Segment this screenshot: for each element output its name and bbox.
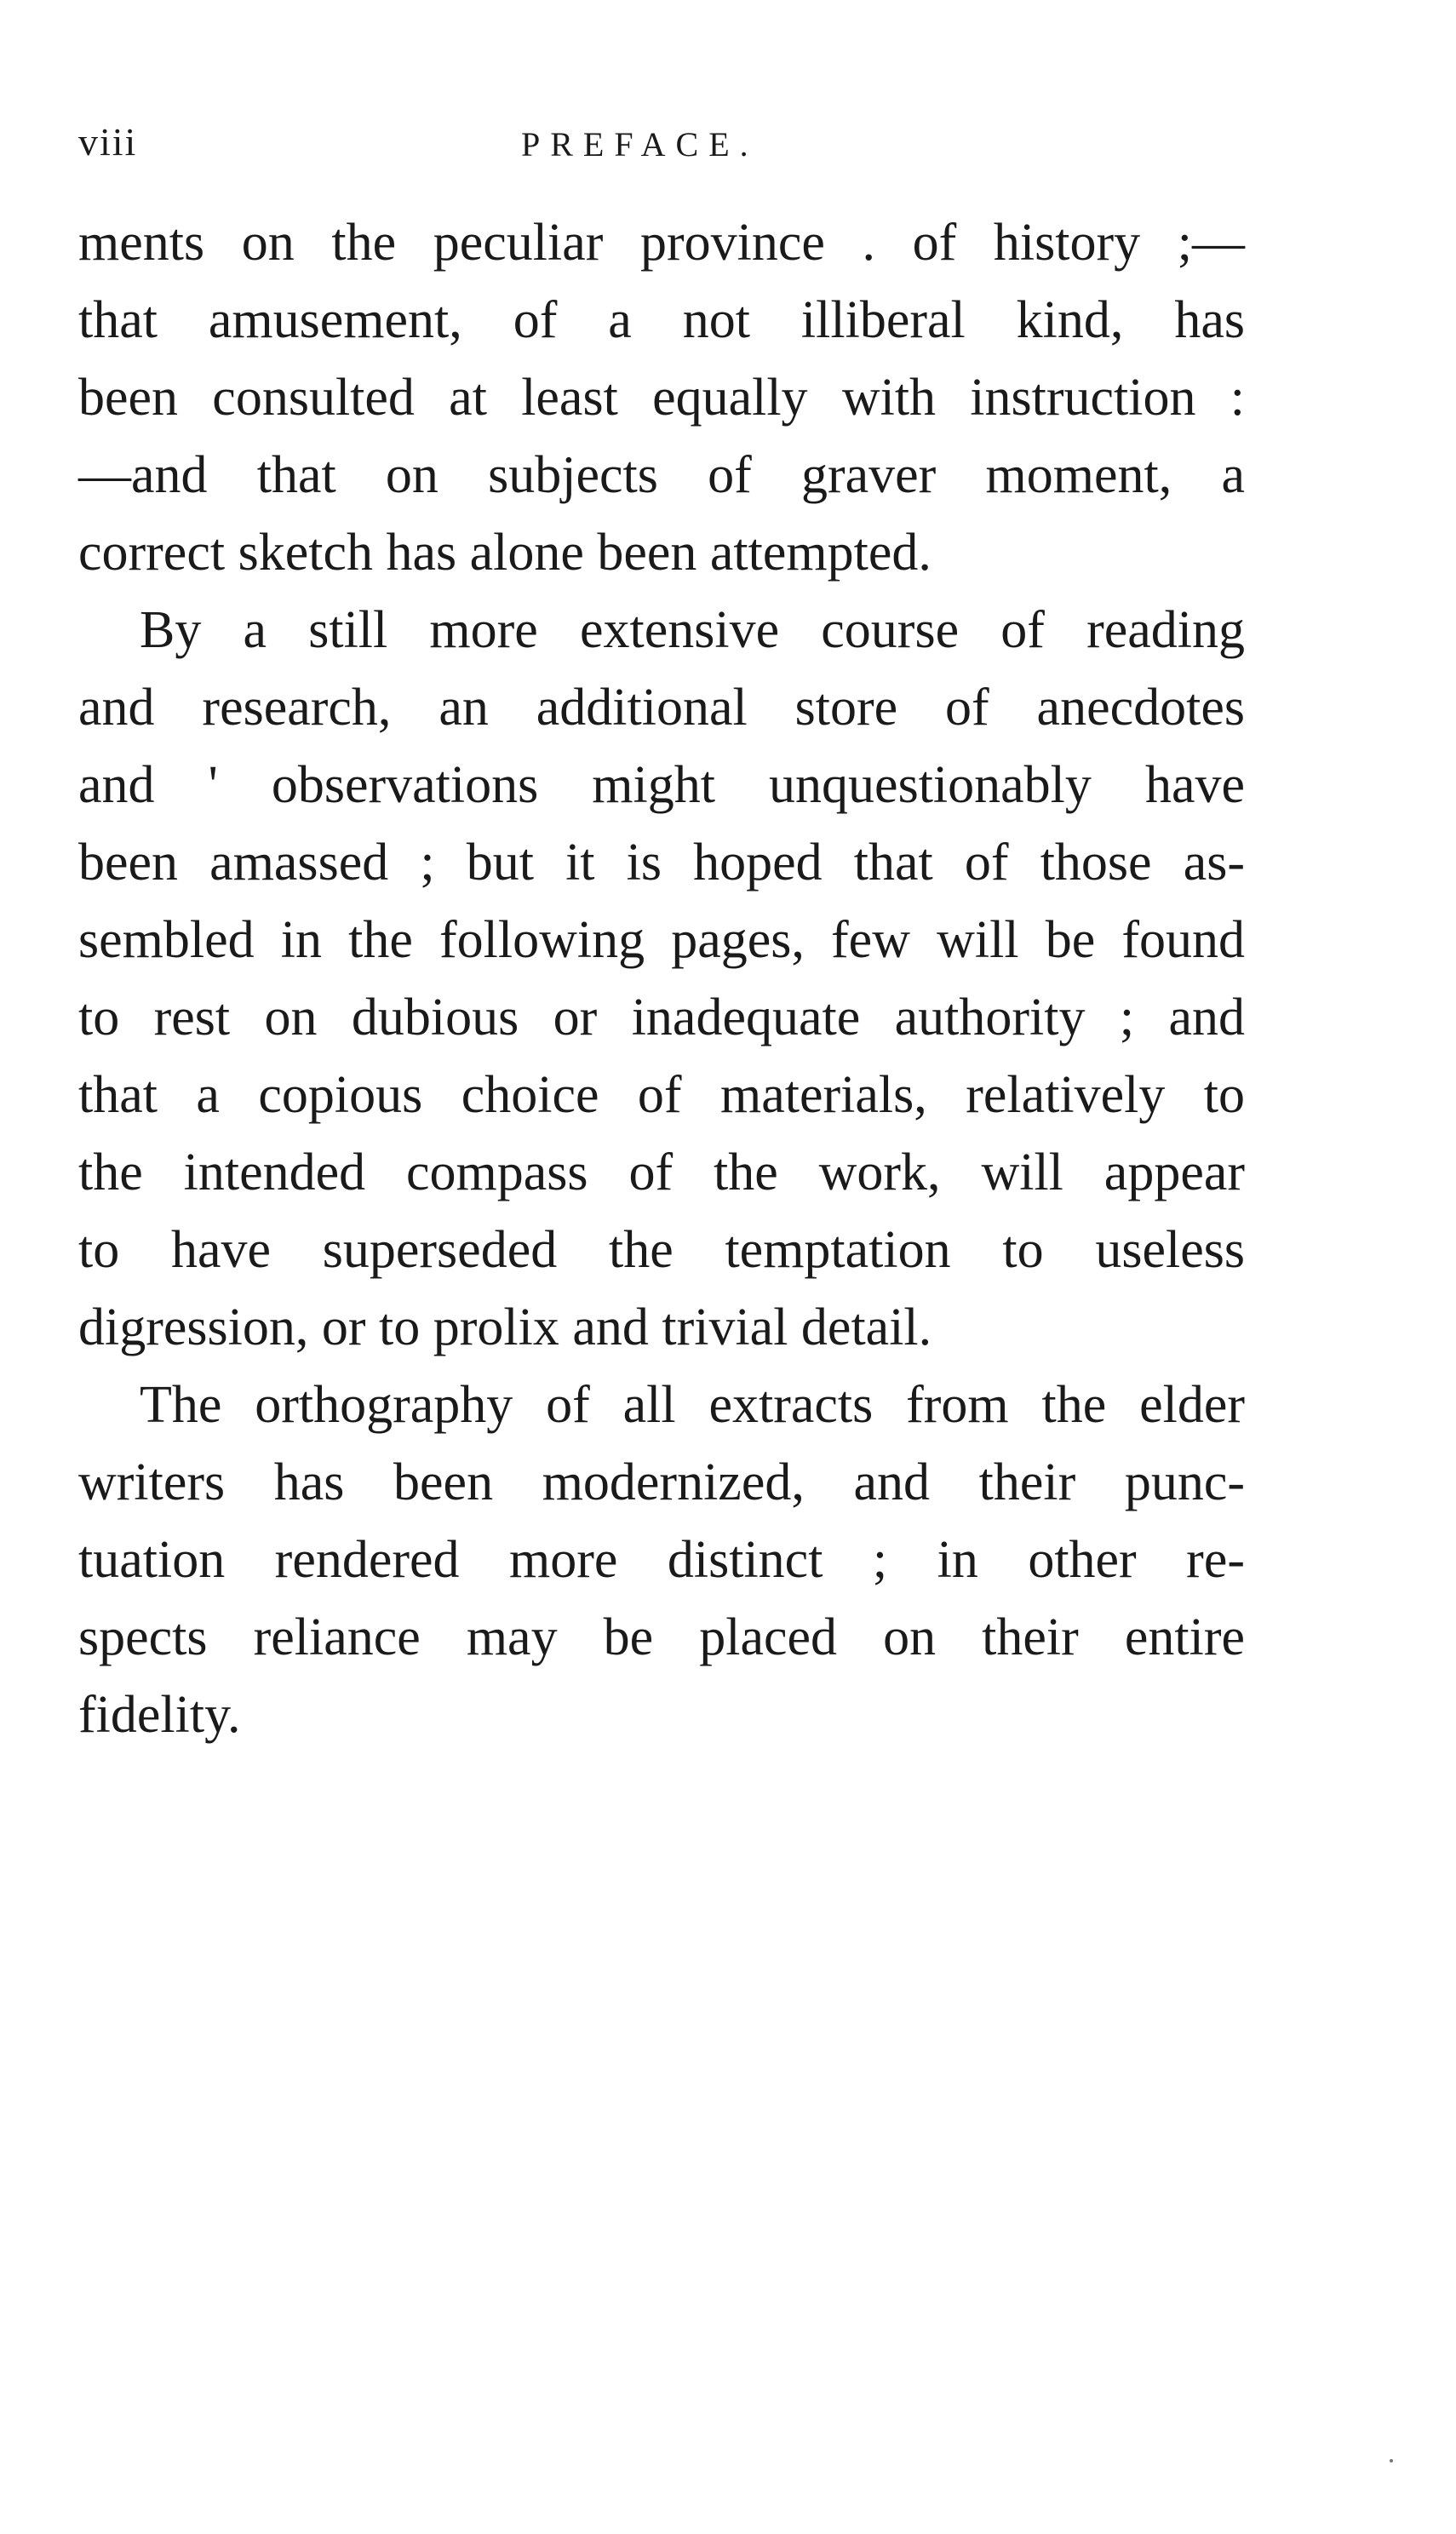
text-line: the intended compass of the work, will appear — [78, 1144, 1245, 1201]
text-line: The orthography of all extracts from the elder — [140, 1376, 1245, 1434]
text-line: By a still more extensive course of reading — [140, 601, 1245, 659]
text-line: ments on the peculiar province . of history ;— — [78, 214, 1245, 272]
running-title: PREFACE. — [521, 125, 759, 163]
text-line: —and that on subjects of graver moment, a — [78, 446, 1245, 504]
text-line: and ' observations might unquestionably have — [78, 756, 1245, 814]
text-line: writers has been modernized, and their punc- — [78, 1453, 1245, 1511]
text-line: spects reliance may be placed on their entire — [78, 1608, 1245, 1666]
text-line: digression, or to prolix and trivial detail. — [78, 1299, 932, 1356]
text-line: been amassed ; but it is hoped that of those as- — [78, 834, 1245, 891]
paper-speck — [1390, 2459, 1393, 2462]
text-line: fidelity. — [78, 1686, 241, 1744]
paragraph — [78, 592, 1245, 1367]
text-line: to rest on dubious or inadequate authority ; and — [78, 989, 1245, 1046]
text-line: and research, an additional store of anecdotes — [78, 679, 1245, 737]
page-header — [78, 119, 1253, 179]
text-line: tuation rendered more distinct ; in other re- — [78, 1531, 1245, 1589]
text-line: to have superseded the temptation to useless — [78, 1221, 1245, 1279]
paragraph — [78, 204, 1245, 592]
text-line: correct sketch has alone been attempted. — [78, 524, 931, 582]
text-line: sembled in the following pages, few will be found — [78, 911, 1245, 969]
body-text — [78, 204, 1245, 1754]
paragraph — [78, 1367, 1245, 1754]
text-line: been consulted at least equally with instruction : — [78, 369, 1245, 427]
text-line: that a copious choice of materials, relatively to — [78, 1066, 1245, 1124]
text-line: that amusement, of a not illiberal kind, has — [78, 291, 1245, 349]
page-number: viii — [78, 120, 138, 163]
